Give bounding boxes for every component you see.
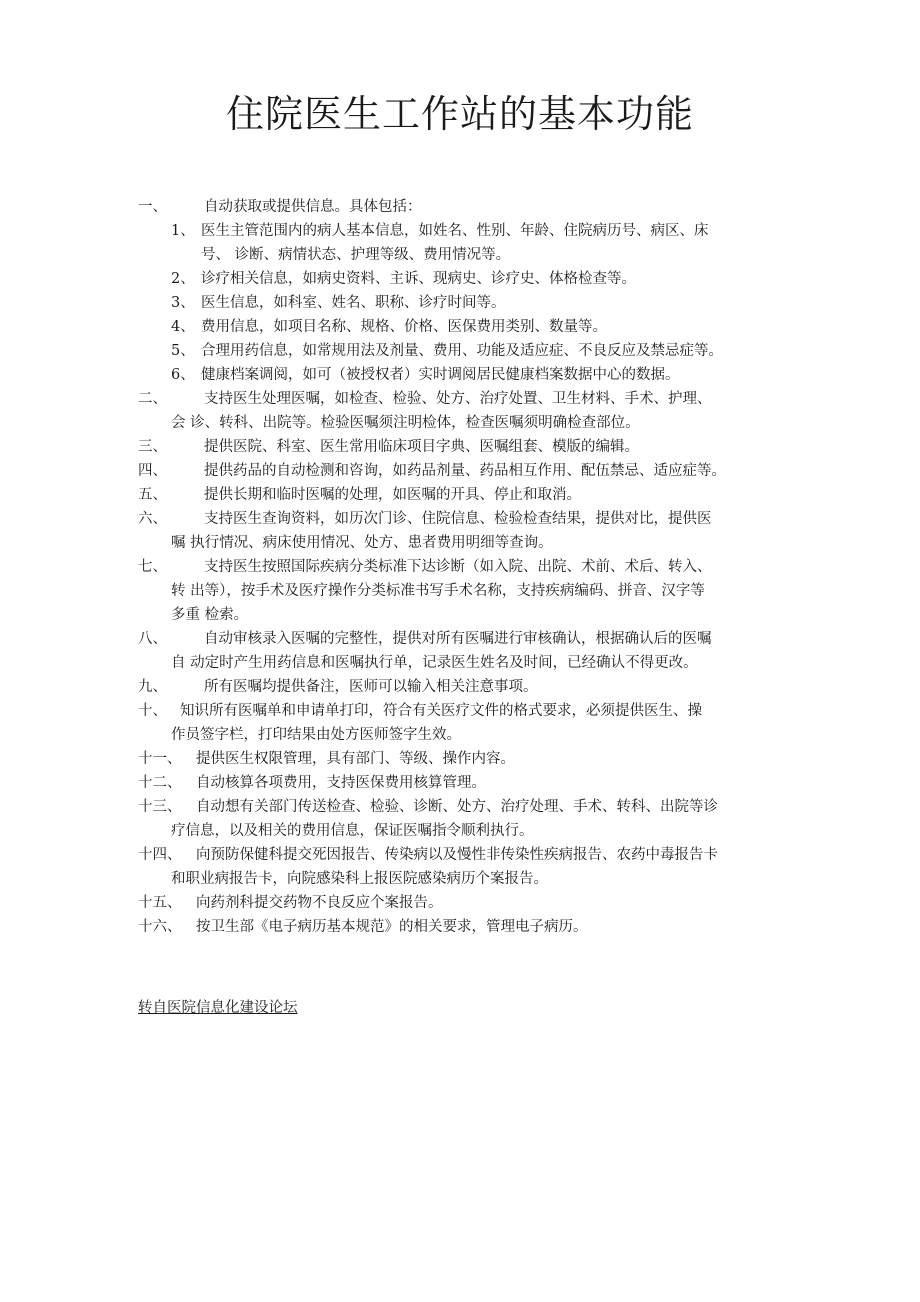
sub-item-continuation: 号、 诊断、病情状态、护理等级、费用情况等。 [201, 247, 511, 263]
item-continuation: 和职业病报告卡，向院感染科上报医院感染病历个案报告。 [171, 871, 548, 887]
list-item [138, 195, 793, 219]
item-number: 一、 [138, 199, 167, 215]
sub-list-item [171, 291, 793, 315]
item-number: 十、 [138, 703, 167, 719]
list-item [138, 675, 793, 699]
list-item [138, 435, 793, 459]
sub-list-item [171, 315, 793, 339]
list-item [138, 459, 793, 483]
sub-item-number: 1、 [171, 223, 195, 239]
item-number: 三、 [138, 439, 167, 455]
item-number: 七、 [138, 559, 167, 575]
list-item [138, 627, 793, 651]
sub-item-number: 5、 [171, 343, 195, 359]
item-continuation: 自 动定时产生用药信息和医嘱执行单，记录医生姓名及时间，已经确认不得更改。 [171, 655, 698, 671]
item-text: 提供长期和临时医嘱的处理，如医嘱的开具、停止和取消。 [204, 487, 581, 503]
sub-item-text: 诊疗相关信息，如病史资料、主诉、现病史、诊疗史、体格检查等。 [201, 271, 636, 287]
item-text: 按卫生部《电子病历基本规范》的相关要求，管理电子病历。 [196, 919, 588, 935]
item-text: 向药剂科提交药物不良反应个案报告。 [196, 895, 443, 911]
item-continuation: 转 出等），按手术及医疗操作分类标准书写手术名称，支持疾病编码、拼音、汉字等 [171, 583, 705, 599]
item-text: 支持医生查询资料，如历次门诊、住院信息、检验检查结果，提供对比，提供医 [204, 511, 712, 527]
item-number: 二、 [138, 391, 167, 407]
list-item [138, 891, 793, 915]
sub-item-text: 费用信息，如项目名称、规格、价格、医保费用类别、数量等。 [201, 319, 607, 335]
page-title: 住院医生工作站的基本功能 [225, 92, 694, 136]
list-item [138, 843, 793, 867]
item-number: 四、 [138, 463, 167, 479]
item-text: 提供药品的自动检测和咨询，如药品剂量、药品相互作用、配伍禁忌、适应症等。 [204, 463, 726, 479]
item-continuation: 会 诊、转科、出院等。检验医嘱须注明检体，检查医嘱须明确检查部位。 [171, 415, 640, 431]
item-text: 自动核算各项费用，支持医保费用核算管理。 [196, 775, 486, 791]
list-item [138, 795, 793, 819]
item-number: 六、 [138, 511, 167, 527]
item-text: 向预防保健科提交死因报告、传染病以及慢性非传染性疾病报告、农药中毒报告卡 [196, 847, 718, 863]
item-number: 十三、 [138, 799, 182, 815]
item-text: 自动想有关部门传送检查、检验、诊断、处方、治疗处理、手术、转科、出院等诊 [196, 799, 718, 815]
list-item [138, 555, 793, 579]
sub-item-text: 健康档案调阅，如可（被授权者）实时调阅居民健康档案数据中心的数据。 [201, 367, 680, 383]
list-item [138, 387, 793, 411]
sub-list-item [171, 363, 793, 387]
list-item [138, 915, 793, 939]
list-item [138, 483, 793, 507]
item-number: 八、 [138, 631, 167, 647]
item-text: 支持医生处理医嘱，如检查、检验、处方、治疗处置、卫生材料、手术、护理、 [204, 391, 712, 407]
item-text: 所有医嘱均提供备注，医师可以输入相关注意事项。 [204, 679, 538, 695]
item-number: 十一、 [138, 751, 182, 767]
list-item [138, 747, 793, 771]
item-text: 支持医生按照国际疾病分类标准下达诊断（如入院、出院、术前、术后、转入、 [204, 559, 712, 575]
item-number: 十四、 [138, 847, 182, 863]
list-item [138, 771, 793, 795]
item-continuation: 嘱 执行情况、病床使用情况、处方、患者费用明细等查询。 [171, 535, 553, 551]
sub-list-item [171, 339, 793, 363]
item-number: 十六、 [138, 919, 182, 935]
sub-item-number: 6、 [171, 367, 195, 383]
sub-item-text: 医生主管范围内的病人基本信息，如姓名、性别、年龄、住院病历号、病区、床 [201, 223, 709, 239]
sub-list-item [171, 267, 793, 291]
list-item [138, 507, 793, 531]
sub-list-item [171, 219, 793, 243]
item-text: 知识所有医嘱单和申请单打印，符合有关医疗文件的格式要求，必须提供医生、操 [180, 703, 702, 719]
sub-item-number: 4、 [171, 319, 195, 335]
item-continuation: 多重 检索。 [171, 607, 249, 623]
item-text: 自动获取或提供信息。具体包括： [204, 199, 422, 215]
item-continuation: 作员签字栏，打印结果由处方医师签字生效。 [171, 727, 461, 743]
item-text: 提供医院、科室、医生常用临床项目字典、医嘱组套、模版的编辑。 [204, 439, 639, 455]
item-number: 五、 [138, 487, 167, 503]
item-text: 提供医生权限管理，具有部门、等级、操作内容。 [196, 751, 515, 767]
item-number: 九、 [138, 679, 167, 695]
item-continuation: 疗信息，以及相关的费用信息，保证医嘱指令顺利执行。 [171, 823, 534, 839]
sub-list [138, 219, 793, 387]
sub-item-text: 合理用药信息，如常规用法及剂量、费用、功能及适应症、不良反应及禁忌症等。 [201, 343, 723, 359]
list-item [138, 699, 793, 723]
item-number: 十二、 [138, 775, 182, 791]
sub-item-number: 3、 [171, 295, 195, 311]
source-link[interactable]: 转自医院信息化建设论坛 [138, 1000, 298, 1016]
item-number: 十五、 [138, 895, 182, 911]
sub-item-number: 2、 [171, 271, 195, 287]
sub-item-text: 医生信息，如科室、姓名、职称、诊疗时间等。 [201, 295, 506, 311]
item-text: 自动审核录入医嘱的完整性，提供对所有医嘱进行审核确认，根据确认后的医嘱 [204, 631, 712, 647]
function-list [138, 195, 793, 939]
